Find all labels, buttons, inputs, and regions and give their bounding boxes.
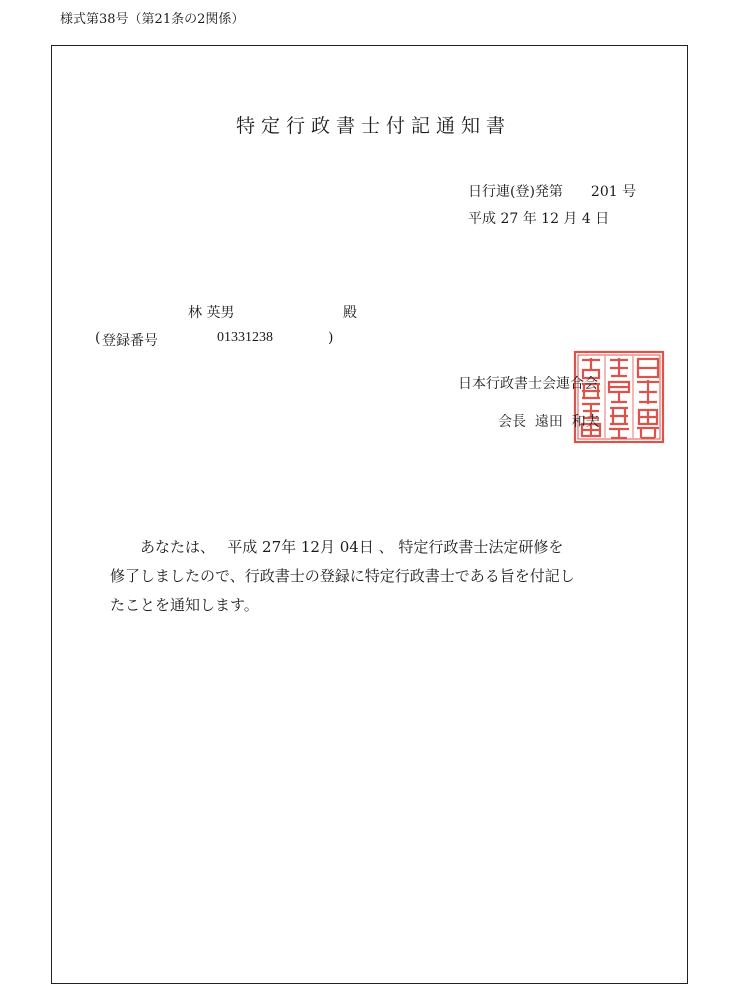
registration-row <box>95 330 355 348</box>
form-reference: 様式第38号（第21条の2関係） <box>60 12 245 27</box>
issuer-president: 会長 遠田 和夫 <box>498 414 600 430</box>
issue-date: 平成 27 年 12 月 4 日 <box>468 211 610 227</box>
body-line: たことを通知します。 <box>110 596 259 614</box>
registration-number: 01331238 <box>217 330 273 345</box>
body-line: 修了しましたので、行政書士の登録に特定行政書士である旨を付記し <box>110 567 575 585</box>
body-line: あなたは、 平成 27年 12月 04日 、 特定行政書士法定研修を <box>140 538 564 556</box>
issuer-organization: 日本行政書士会連合会 <box>458 376 598 392</box>
notification-body <box>110 533 630 620</box>
recipient-name: 林 英男 <box>188 305 235 321</box>
registration-close-paren: ) <box>328 330 334 346</box>
registration-label: 登録番号 <box>102 333 158 349</box>
document-title: 特定行政書士付記通知書 <box>235 115 511 137</box>
recipient-honorific: 殿 <box>343 305 357 321</box>
registration-open-paren: ( <box>95 330 101 346</box>
issue-number: 日行連(登)発第 201 号 <box>468 184 637 200</box>
